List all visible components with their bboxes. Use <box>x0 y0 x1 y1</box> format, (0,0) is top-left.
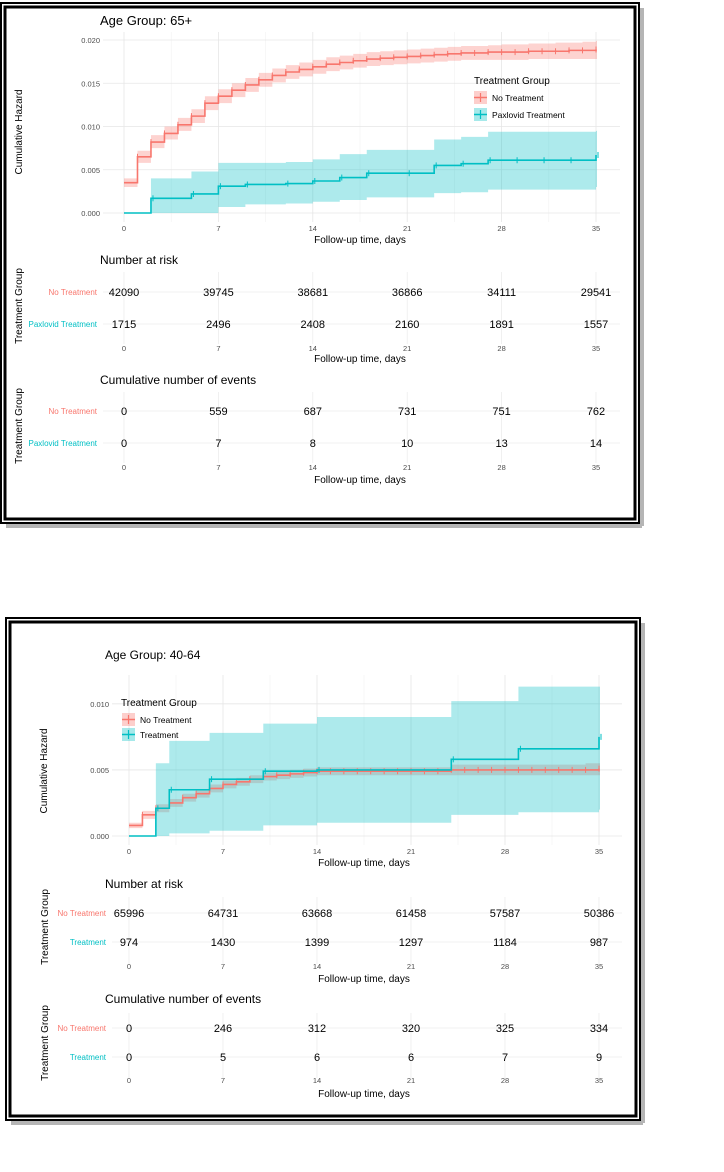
table-x-tick-label: 28 <box>497 463 506 472</box>
table-row-label: No Treatment <box>48 407 97 416</box>
table-x-tick-label: 28 <box>500 1076 510 1085</box>
table-cell: 0 <box>120 406 128 418</box>
table-cell: 0 <box>120 438 128 450</box>
table-cell: 65996 <box>113 908 145 920</box>
table-cell: 2496 <box>206 319 231 331</box>
events-table-y-label: Treatment Group <box>40 1005 51 1081</box>
legend-title: Treatment Group <box>121 698 197 709</box>
table-cell: 42090 <box>108 287 140 299</box>
panel-title: Age Group: 40-64 <box>105 648 201 662</box>
y-tick-label: 0.005 <box>81 165 100 175</box>
table-cell: 559 <box>209 406 228 418</box>
table-x-tick-label: 7 <box>216 344 221 353</box>
risk-table-x-label: Follow-up time, days <box>314 354 406 365</box>
table-cell: 36866 <box>391 287 423 299</box>
table-cell: 61458 <box>395 908 427 920</box>
table-x-tick-label: 7 <box>216 463 221 472</box>
table-cell: 334 <box>589 1023 609 1035</box>
table-cell: 731 <box>398 406 417 418</box>
table-x-tick-label: 21 <box>406 1076 416 1085</box>
table-cell: 1297 <box>398 937 424 949</box>
x-tick-label: 14 <box>308 224 317 233</box>
risk-table-x-label: Follow-up time, days <box>318 974 410 985</box>
table-x-tick-label: 21 <box>406 962 416 971</box>
hazard-x-axis-label: Follow-up time, days <box>314 235 406 246</box>
events-table-x-label: Follow-up time, days <box>314 475 406 486</box>
table-x-tick-label: 28 <box>497 344 506 353</box>
table-cell: 1430 <box>210 937 236 949</box>
table-x-tick-label: 14 <box>312 1076 322 1085</box>
hazard-y-axis-label: Cumulative Hazard <box>14 89 25 175</box>
table-cell: 38681 <box>297 287 329 299</box>
table-x-tick-label: 7 <box>220 1076 226 1085</box>
hazard-plot <box>81 32 620 233</box>
y-tick-label: 0.020 <box>81 36 100 45</box>
table-row-label: No Treatment <box>48 288 97 297</box>
x-tick-label: 0 <box>121 224 127 233</box>
table-cell: 325 <box>495 1023 515 1035</box>
table-x-tick-label: 14 <box>308 463 317 472</box>
table-cell: 987 <box>589 937 609 949</box>
legend-label-no-treatment: No Treatment <box>492 93 544 103</box>
table-x-tick-label: 14 <box>312 962 322 971</box>
table-cell: 34111 <box>487 287 517 299</box>
x-tick-label: 28 <box>497 224 506 233</box>
frame-shadow-bottom <box>6 524 642 528</box>
table-row-label: No Treatment <box>57 909 106 918</box>
y-tick-label: 0.000 <box>90 832 109 841</box>
table-cell: 8 <box>309 438 316 450</box>
x-tick-label: 21 <box>403 224 412 233</box>
table-cell: 0 <box>125 1023 133 1035</box>
table-x-tick-label: 0 <box>121 344 127 353</box>
figure-panel-65plus <box>0 2 644 528</box>
table-x-tick-label: 0 <box>126 1076 132 1085</box>
table-row-label: Treatment <box>69 1053 106 1062</box>
table-cell: 10 <box>401 438 414 450</box>
legend-label-treatment: Treatment <box>140 730 179 740</box>
table-cell: 5 <box>219 1052 227 1064</box>
table-x-tick-label: 35 <box>594 1076 604 1085</box>
table-cell: 320 <box>401 1023 421 1035</box>
table-cell: 312 <box>307 1023 327 1035</box>
table-x-tick-label: 21 <box>403 463 412 472</box>
events-table-y-label: Treatment Group <box>14 388 25 464</box>
table-cell: 1891 <box>489 319 514 331</box>
table-cell: 57587 <box>489 908 521 920</box>
table-row-label: Treatment <box>69 938 106 947</box>
table-cell: 1184 <box>493 937 517 949</box>
table-cell: 0 <box>125 1052 133 1064</box>
x-tick-label: 28 <box>500 847 510 856</box>
table-x-tick-label: 35 <box>594 962 604 971</box>
table-x-tick-label: 0 <box>126 962 132 971</box>
table-x-tick-label: 28 <box>500 962 510 971</box>
legend-title: Treatment Group <box>474 76 550 87</box>
figure-panel-40-64 <box>5 617 646 1125</box>
table-cell: 50386 <box>583 908 615 920</box>
frame-shadow-right <box>640 8 644 526</box>
table-cell: 14 <box>589 438 603 450</box>
table-cell: 687 <box>303 406 322 418</box>
table-cell: 762 <box>586 406 606 418</box>
events-table-x-label: Follow-up time, days <box>318 1089 410 1100</box>
hazard-y-axis-label: Cumulative Hazard <box>39 728 50 814</box>
table-cell: 1399 <box>304 937 330 949</box>
table-cell: 2408 <box>300 319 326 331</box>
x-tick-label: 35 <box>594 847 604 856</box>
table-cell: 29541 <box>580 287 612 299</box>
x-tick-label: 7 <box>220 847 226 856</box>
table-cell: 246 <box>213 1023 233 1035</box>
hazard-x-axis-label: Follow-up time, days <box>318 858 410 869</box>
risk-table-title: Number at risk <box>105 877 184 891</box>
x-tick-label: 35 <box>591 224 601 233</box>
legend-label-no-treatment: No Treatment <box>140 715 192 725</box>
x-tick-label: 7 <box>216 224 221 233</box>
risk-table-y-label: Treatment Group <box>40 889 51 965</box>
y-tick-label: 0.005 <box>90 765 109 775</box>
table-cell: 1557 <box>583 319 609 331</box>
x-tick-label: 14 <box>312 847 322 856</box>
table-x-tick-label: 0 <box>121 463 127 472</box>
table-cell: 64731 <box>207 908 239 920</box>
x-tick-label: 21 <box>406 847 416 856</box>
events-table-title: Cumulative number of events <box>105 992 262 1006</box>
table-row-label: Paxlovid Treatment <box>28 439 97 448</box>
y-tick-label: 0.000 <box>81 209 100 218</box>
table-cell: 7 <box>501 1052 509 1064</box>
table-x-tick-label: 14 <box>308 344 317 353</box>
panel-40-64-svg <box>5 617 646 1125</box>
table-cell: 9 <box>595 1052 603 1064</box>
table-cell: 1715 <box>111 319 137 331</box>
table-cell: 6 <box>313 1052 321 1064</box>
frame-shadow-right <box>641 623 645 1123</box>
y-tick-label: 0.015 <box>81 79 100 89</box>
table-row-label: No Treatment <box>57 1024 106 1033</box>
table-cell: 2160 <box>394 319 420 331</box>
y-tick-label: 0.010 <box>81 122 100 132</box>
table-cell: 6 <box>407 1052 415 1064</box>
panel-65plus-svg <box>0 2 644 528</box>
table-x-tick-label: 21 <box>403 344 412 353</box>
table-x-tick-label: 7 <box>220 962 226 971</box>
events-table-title: Cumulative number of events <box>100 373 257 387</box>
panel-title: Age Group: 65+ <box>100 13 193 28</box>
table-cell: 13 <box>495 438 508 450</box>
table-cell: 974 <box>119 937 139 949</box>
frame-shadow-bottom <box>11 1121 643 1125</box>
table-cell: 751 <box>492 406 511 418</box>
table-x-tick-label: 35 <box>591 463 601 472</box>
table-cell: 7 <box>215 438 222 450</box>
table-cell: 39745 <box>203 287 234 299</box>
risk-table-title: Number at risk <box>100 253 179 267</box>
table-cell: 63668 <box>301 908 333 920</box>
table-row-label: Paxlovid Treatment <box>28 320 97 329</box>
legend-label-paxlovid: Paxlovid Treatment <box>492 110 565 120</box>
table-x-tick-label: 35 <box>591 344 601 353</box>
x-tick-label: 0 <box>126 847 132 856</box>
risk-table-y-label: Treatment Group <box>14 268 25 344</box>
y-tick-label: 0.010 <box>90 699 109 709</box>
